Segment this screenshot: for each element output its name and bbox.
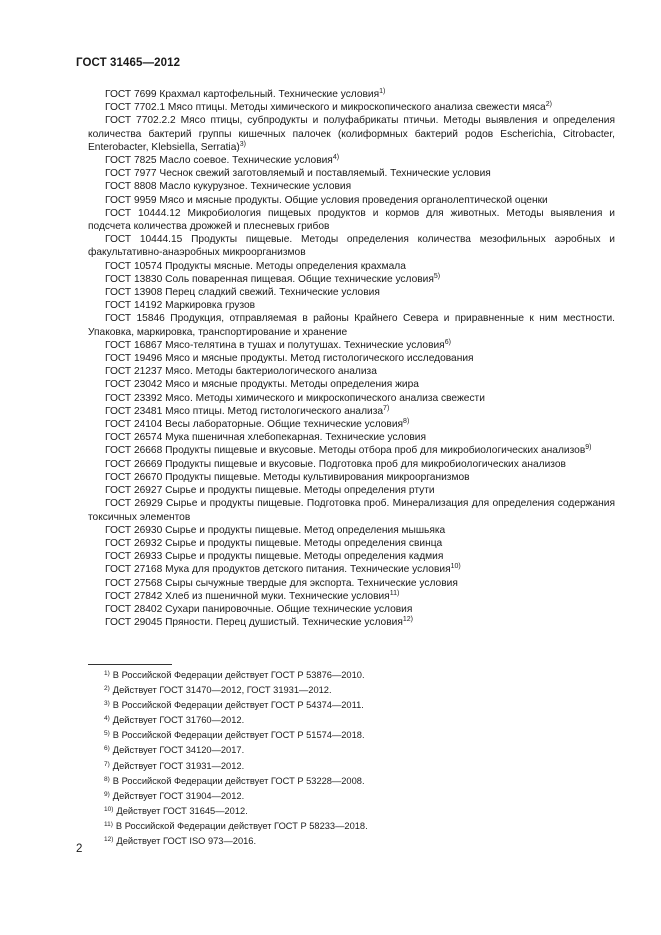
footnote-item bbox=[104, 804, 604, 819]
footnote-mark: 5) bbox=[104, 730, 110, 738]
footnote-marker: 6) bbox=[444, 338, 451, 346]
reference-item bbox=[88, 603, 615, 616]
reference-item bbox=[88, 431, 615, 444]
reference-item bbox=[88, 101, 615, 114]
reference-item bbox=[88, 114, 615, 154]
footnote-item bbox=[104, 743, 604, 758]
footnote-marker: 5) bbox=[433, 272, 441, 280]
footnote-mark: 6) bbox=[104, 745, 110, 753]
footnote-item bbox=[104, 819, 604, 834]
footnotes-list bbox=[104, 668, 604, 849]
page-number: 2 bbox=[76, 843, 83, 855]
reference-text: ГОСТ 23481 Мясо птицы. Метод гистологического анализа bbox=[105, 405, 384, 417]
reference-text: ГОСТ 26932 Сырье и продукты пищевые. Методы определения свинца bbox=[105, 537, 443, 549]
reference-item bbox=[88, 312, 615, 338]
reference-text: ГОСТ 26668 Продукты пищевые и вкусовые. Методы отбора проб для микробиологических анализов bbox=[105, 445, 586, 457]
footnote-text: Действует ГОСТ 31645—2012. bbox=[116, 805, 248, 816]
reference-text: ГОСТ 7702.2.2 Мясо птицы, субпродукты и полуфабрикаты птичьи. Методы выявления и определения количества бактерий группы кишечных палочек (колиформных бактерий родов Escherichia, Citrobacter, Enterobacter, Klebsiella, Serratia) bbox=[88, 115, 615, 153]
footnote-mark: 10) bbox=[104, 805, 114, 813]
footnote-marker: 1) bbox=[379, 88, 386, 95]
footnote-mark: 7) bbox=[104, 760, 110, 768]
reference-text: ГОСТ 26669 Продукты пищевые и вкусовые. Подготовка проб для микробиологических анализов bbox=[105, 458, 566, 470]
footnote-text: В Российской Федерации действует ГОСТ Р 53228—2008. bbox=[112, 775, 365, 786]
footnote-text: Действует ГОСТ 31931—2012. bbox=[112, 760, 245, 771]
reference-item bbox=[88, 550, 615, 563]
footnote-text: Действует ГОСТ ISO 973—2016. bbox=[116, 836, 257, 847]
footnote-text: Действует ГОСТ 31904—2012. bbox=[112, 790, 245, 801]
footnote-text: Действует ГОСТ 31470—2012, ГОСТ 31931—2012. bbox=[112, 685, 332, 696]
reference-text: ГОСТ 15846 Продукция, отправляемая в районы Крайнего Севера и приравненные к ним местности. Упаковка, маркировка, транспортирование и хранение bbox=[88, 313, 615, 338]
reference-item bbox=[88, 392, 615, 405]
reference-text: ГОСТ 13830 Соль поваренная пищевая. Общие технические условия bbox=[105, 273, 434, 285]
footnote-marker: 11) bbox=[389, 589, 400, 597]
reference-item bbox=[88, 273, 615, 286]
footnote-marker: 3) bbox=[239, 140, 246, 148]
reference-item bbox=[88, 260, 615, 273]
footnote-item bbox=[104, 713, 604, 728]
footnote-mark: 1) bbox=[104, 670, 110, 677]
footnote-text: Действует ГОСТ 31760—2012. bbox=[112, 715, 245, 726]
normative-references-list bbox=[88, 88, 615, 629]
footnote-divider bbox=[88, 664, 172, 665]
reference-item bbox=[88, 207, 615, 233]
reference-item bbox=[88, 471, 615, 484]
reference-text: ГОСТ 13908 Перец сладкий свежий. Технические условия bbox=[105, 287, 380, 299]
footnote-item bbox=[104, 728, 604, 743]
reference-text: ГОСТ 27168 Мука для продуктов детского питания. Технические условия bbox=[105, 564, 451, 576]
reference-text: ГОСТ 7825 Масло соевое. Технические условия bbox=[105, 155, 333, 167]
footnote-marker: 12) bbox=[402, 616, 413, 624]
reference-item bbox=[88, 154, 615, 167]
reference-text: ГОСТ 29045 Пряности. Перец душистый. Технические условия bbox=[105, 617, 403, 629]
reference-text: ГОСТ 28402 Сухари панировочные. Общие технические условия bbox=[105, 603, 413, 615]
footnote-mark: 2) bbox=[104, 685, 110, 693]
reference-item bbox=[88, 537, 615, 550]
footnote-mark: 11) bbox=[104, 820, 113, 828]
footnote-item bbox=[104, 774, 604, 789]
footnote-text: В Российской Федерации действует ГОСТ Р 54374—2011. bbox=[112, 700, 364, 711]
reference-item bbox=[88, 180, 615, 193]
footnote-marker: 4) bbox=[332, 154, 340, 162]
reference-item bbox=[88, 299, 615, 312]
footnote-marker: 9) bbox=[585, 444, 592, 452]
reference-item bbox=[88, 339, 615, 352]
footnote-text: В Российской Федерации действует ГОСТ Р 58233—2018. bbox=[115, 820, 368, 831]
reference-item bbox=[88, 286, 615, 299]
reference-item bbox=[88, 194, 615, 207]
footnote-item bbox=[104, 759, 604, 774]
reference-item bbox=[88, 458, 615, 471]
footnote-marker: 2) bbox=[545, 101, 552, 109]
footnote-mark: 4) bbox=[104, 715, 110, 723]
footnote-item bbox=[104, 789, 604, 804]
page-header-title: ГОСТ 31465—2012 bbox=[76, 57, 181, 69]
reference-text: ГОСТ 10444.12 Микробиология пищевых продуктов и кормов для животных. Методы выявления и подсчета количества дрожжей и плесневых грибов bbox=[88, 207, 615, 233]
reference-text: ГОСТ 24104 Весы лабораторные. Общие технические условия bbox=[105, 419, 404, 431]
footnote-text: В Российской Федерации действует ГОСТ Р 53876—2010. bbox=[112, 670, 365, 680]
reference-text: ГОСТ 27842 Хлеб из пшеничной муки. Технические условия bbox=[105, 590, 390, 602]
reference-text: ГОСТ 26933 Сырье и продукты пищевые. Методы определения кадмия bbox=[105, 551, 444, 563]
reference-text: ГОСТ 26574 Мука пшеничная хлебопекарная. Технические условия bbox=[105, 432, 426, 444]
footnote-mark: 8) bbox=[104, 775, 110, 783]
reference-item bbox=[88, 418, 615, 431]
reference-item bbox=[88, 590, 615, 603]
reference-text: ГОСТ 7977 Чеснок свежий заготовляемый и поставляемый. Технические условия bbox=[105, 168, 491, 180]
footnote-mark: 12) bbox=[104, 836, 114, 844]
reference-item bbox=[88, 444, 615, 457]
footnote-text: В Российской Федерации действует ГОСТ Р 51574—2018. bbox=[112, 730, 365, 741]
reference-item bbox=[88, 88, 615, 101]
reference-text: ГОСТ 7699 Крахмал картофельный. Технические условия bbox=[105, 89, 380, 100]
reference-text: ГОСТ 23392 Мясо. Методы химического и микроскопического анализа свежести bbox=[105, 392, 485, 404]
footnote-text: Действует ГОСТ 34120—2017. bbox=[112, 745, 245, 756]
reference-text: ГОСТ 10444.15 Продукты пищевые. Методы определения количества мезофильных аэробных и факультативно-анаэробных микроорганизмов bbox=[88, 234, 615, 259]
reference-item bbox=[88, 577, 615, 590]
reference-item bbox=[88, 405, 615, 418]
footnote-marker: 7) bbox=[383, 404, 390, 412]
reference-item bbox=[88, 524, 615, 537]
footnote-marker: 10) bbox=[450, 563, 461, 571]
reference-text: ГОСТ 8808 Масло кукурузное. Технические условия bbox=[105, 181, 352, 193]
reference-item bbox=[88, 563, 615, 576]
footnote-mark: 3) bbox=[104, 700, 110, 708]
footnote-item bbox=[104, 698, 604, 713]
reference-text: ГОСТ 7702.1 Мясо птицы. Методы химического и микроскопического анализа свежести мяса bbox=[105, 102, 546, 114]
reference-text: ГОСТ 21237 Мясо. Методы бактериологического анализа bbox=[105, 366, 377, 378]
reference-text: ГОСТ 9959 Мясо и мясные продукты. Общие условия проведения органолептической оценки bbox=[105, 194, 548, 206]
footnote-item bbox=[104, 834, 604, 849]
reference-text: ГОСТ 14192 Маркировка грузов bbox=[105, 300, 256, 312]
reference-item bbox=[88, 484, 615, 497]
reference-text: ГОСТ 19496 Мясо и мясные продукты. Метод гистологического исследования bbox=[105, 353, 474, 365]
footnote-item bbox=[104, 668, 604, 683]
reference-text: ГОСТ 23042 Мясо и мясные продукты. Методы определения жира bbox=[105, 379, 419, 391]
footnote-item bbox=[104, 683, 604, 698]
reference-text: ГОСТ 26670 Продукты пищевые. Методы культивирования микроорганизмов bbox=[105, 471, 470, 483]
reference-item bbox=[88, 497, 615, 523]
footnote-marker: 8) bbox=[403, 418, 410, 426]
reference-item bbox=[88, 616, 615, 629]
reference-item bbox=[88, 167, 615, 180]
reference-text: ГОСТ 26927 Сырье и продукты пищевые. Методы определения ртути bbox=[105, 485, 435, 497]
reference-text: ГОСТ 26930 Сырье и продукты пищевые. Метод определения мышьяка bbox=[105, 524, 446, 536]
reference-text: ГОСТ 10574 Продукты мясные. Методы определения крахмала bbox=[105, 260, 406, 272]
reference-text: ГОСТ 16867 Мясо-телятина в тушах и полутушах. Технические условия bbox=[105, 339, 445, 351]
reference-item bbox=[88, 352, 615, 365]
reference-text: ГОСТ 26929 Сырье и продукты пищевые. Подготовка проб. Минерализация для определения содержания токсичных элементов bbox=[88, 498, 615, 523]
reference-text: ГОСТ 27568 Сыры сычужные твердые для экспорта. Технические условия bbox=[105, 577, 458, 589]
footnote-mark: 9) bbox=[104, 790, 110, 798]
reference-item bbox=[88, 233, 615, 259]
reference-item bbox=[88, 365, 615, 378]
reference-item bbox=[88, 378, 615, 391]
